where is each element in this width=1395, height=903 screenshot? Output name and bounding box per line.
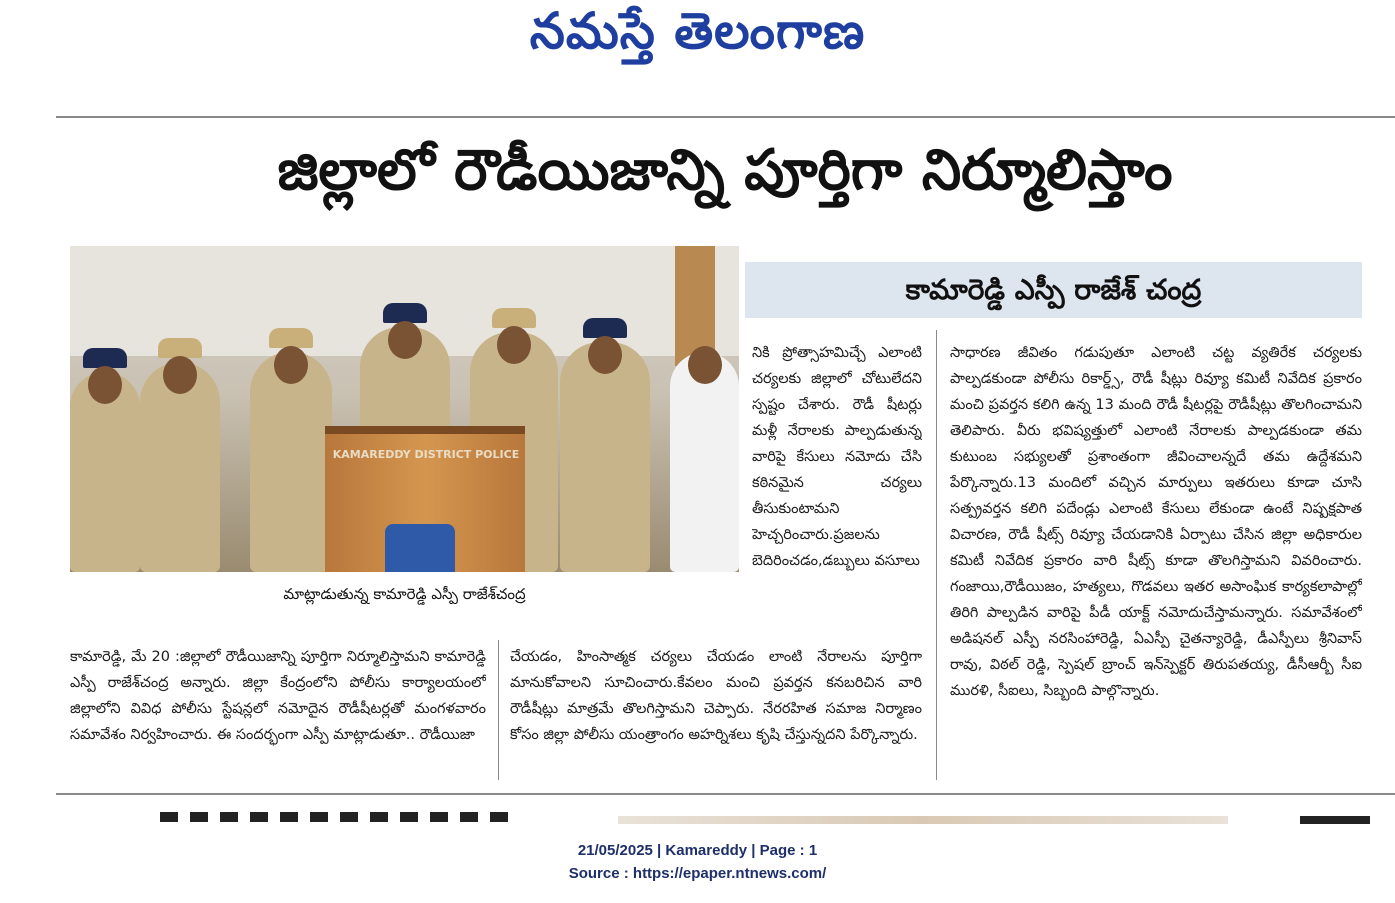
column-divider: [936, 330, 937, 780]
article-column-4: చేయడం, హింసాత్మక చర్యలు చేయడం లాంటి నేరాలను పూర్తిగా మానుకోవాలని సూచించారు.కేవలం మంచి ప్రవర్తన కనబరిచిన వారి రౌడీషీట్లు మాత్రమే తొలగిస్తామని చెప్పారు. నేరరహిత సమాజ నిర్మాణం కోసం జిల్లా పోలీసు యంత్రాంగం అహర్నిశలు కృషి చేస్తున్నదని పేర్కొన్నారు.: [510, 649, 922, 743]
photo-person-civilian: [670, 352, 739, 572]
column-divider: [498, 640, 499, 780]
masthead-divider: [56, 116, 1395, 118]
next-article-cutoff-text: [1300, 816, 1370, 824]
next-article-cutoff-headline: [160, 812, 520, 822]
article-headline: జిల్లాలో రౌడీయిజాన్ని పూర్తిగా నిర్మూలిస్తాం: [277, 138, 1173, 203]
next-article-cutoff-image: [618, 816, 1228, 824]
article-column-2: సాధారణ జీవితం గడుపుతూ ఎలాంటి చట్ట వ్యతిరేక చర్యలకు పాల్పడకుండా పోలీసు రికార్డ్స్, రౌడీ షీట్లు రివ్యూ కమిటీ నివేదిక ప్రకారం మంచి ప్రవర్తన కలిగి ఉన్న 13 మంది రౌడీ షీటర్లపై రౌడీషీట్లు తొలగించామని తెలిపారు. వీరు భవిష్యత్తులో ఎలాంటి నేరాలకు పాల్పడకుండా తమ కుటుంబ సభ్యులతో ప్రశాంతంగా జీవించాలన్నదే తమ ఉద్దేశమని పేర్కొన్నారు.13 మందిలో వచ్చిన మార్పులు ఇతరులు కూడా చూసి సత్ప్రవర్తన కలిగి పదేండ్లు ఎలాంటి కేసులు లేకుండా ఉంటే నిష్పక్షపాత విచారణ, రౌడీ షీట్స్ రివ్యూ చేయడానికి ఏర్పాటు చేసిన జిల్లా అధికారుల కమిటీ నివేదిక ప్రకారం వారి షీట్స్ కూడా తొలగిస్తామని వివరించారు. గంజాయి,రౌడీయిజం, హత్యలు, గొడవలు ఇతర అసాంఘిక కార్యకలాపాల్లో తిరిగి పాల్పడిన వారిపై పీడీ యాక్ట్ నమోదుచేస్తామన్నారు. సమావేశంలో అడిషనల్ ఎస్పీ నరసింహారెడ్డి, ఏఎస్పీ చైతన్యారెడ్డి, డీఎస్పీలు శ్రీనివాస్ రావు, విఠల్ రెడ్డి, స్పెషల్ బ్రాంచ్ ఇన్‌స్పెక్టర్ తిరుపతయ్య, డీసీఆర్బీ సీఐ మురళి, సీఐలు, సిబ్బంది పాల్గొన్నారు.: [950, 345, 1362, 699]
newspaper-masthead: [0, 0, 1395, 80]
photo-person: [250, 352, 332, 572]
photo-caption: మాట్లాడుతున్న కామారెడ్డి ఎస్పీ రాజేశ్‌చంద్ర: [283, 585, 526, 603]
masthead-title: నమస్తే తెలంగాణ: [529, 2, 866, 60]
photo-person: [70, 372, 140, 572]
footer-date-page: 21/05/2025 | Kamareddy | Page : 1: [577, 842, 818, 859]
footer-source: Source : https://epaper.ntnews.com/: [568, 865, 827, 882]
article-column-3: కామారెడ్డి, మే 20 :జిల్లాలో రౌడీయిజాన్ని పూర్తిగా నిర్మూలిస్తామని కామారెడ్డి ఎస్పీ రాజేశ్‌చంద్ర అన్నారు. జిల్లా కేంద్రంలోని పోలీసు కార్యాలయంలో జిల్లాలోని వివిధ పోలీసు స్టేషన్లలో నమోదైన రౌడీషీటర్లతో మంగళవారం సమావేశం నిర్వహించారు. ఈ సందర్భంగా ఎస్పీ మాట్లాడుతూ.. రౌడీయిజా: [70, 649, 486, 743]
article-subheadline: కామారెడ్డి ఎస్పీ రాజేశ్ చంద్ర: [745, 262, 1362, 318]
photo-person: [560, 342, 650, 572]
police-emblem: [385, 524, 455, 572]
podium-lettering: KAMAREDDY DISTRICT POLICE: [332, 448, 520, 461]
article-column-1: నికి ప్రోత్సాహమిచ్చే ఎలాంటి చర్యలకు జిల్లాలో చోటులేదని స్పష్టం చేశారు. రౌడీ షీటర్లు మళ్లీ నేరాలకు పాల్పడుతున్న వారిపై కేసులు నమోదు చేసి కఠినమైన చర్యలు తీసుకుంటామని హెచ్చరించారు.ప్రజలను బెదిరించడం,డబ్బులు వసూలు: [752, 345, 922, 569]
article-photo: [70, 246, 739, 572]
photo-person: [140, 362, 220, 572]
photo-podium: [325, 426, 525, 572]
article-bottom-divider: [56, 793, 1395, 795]
